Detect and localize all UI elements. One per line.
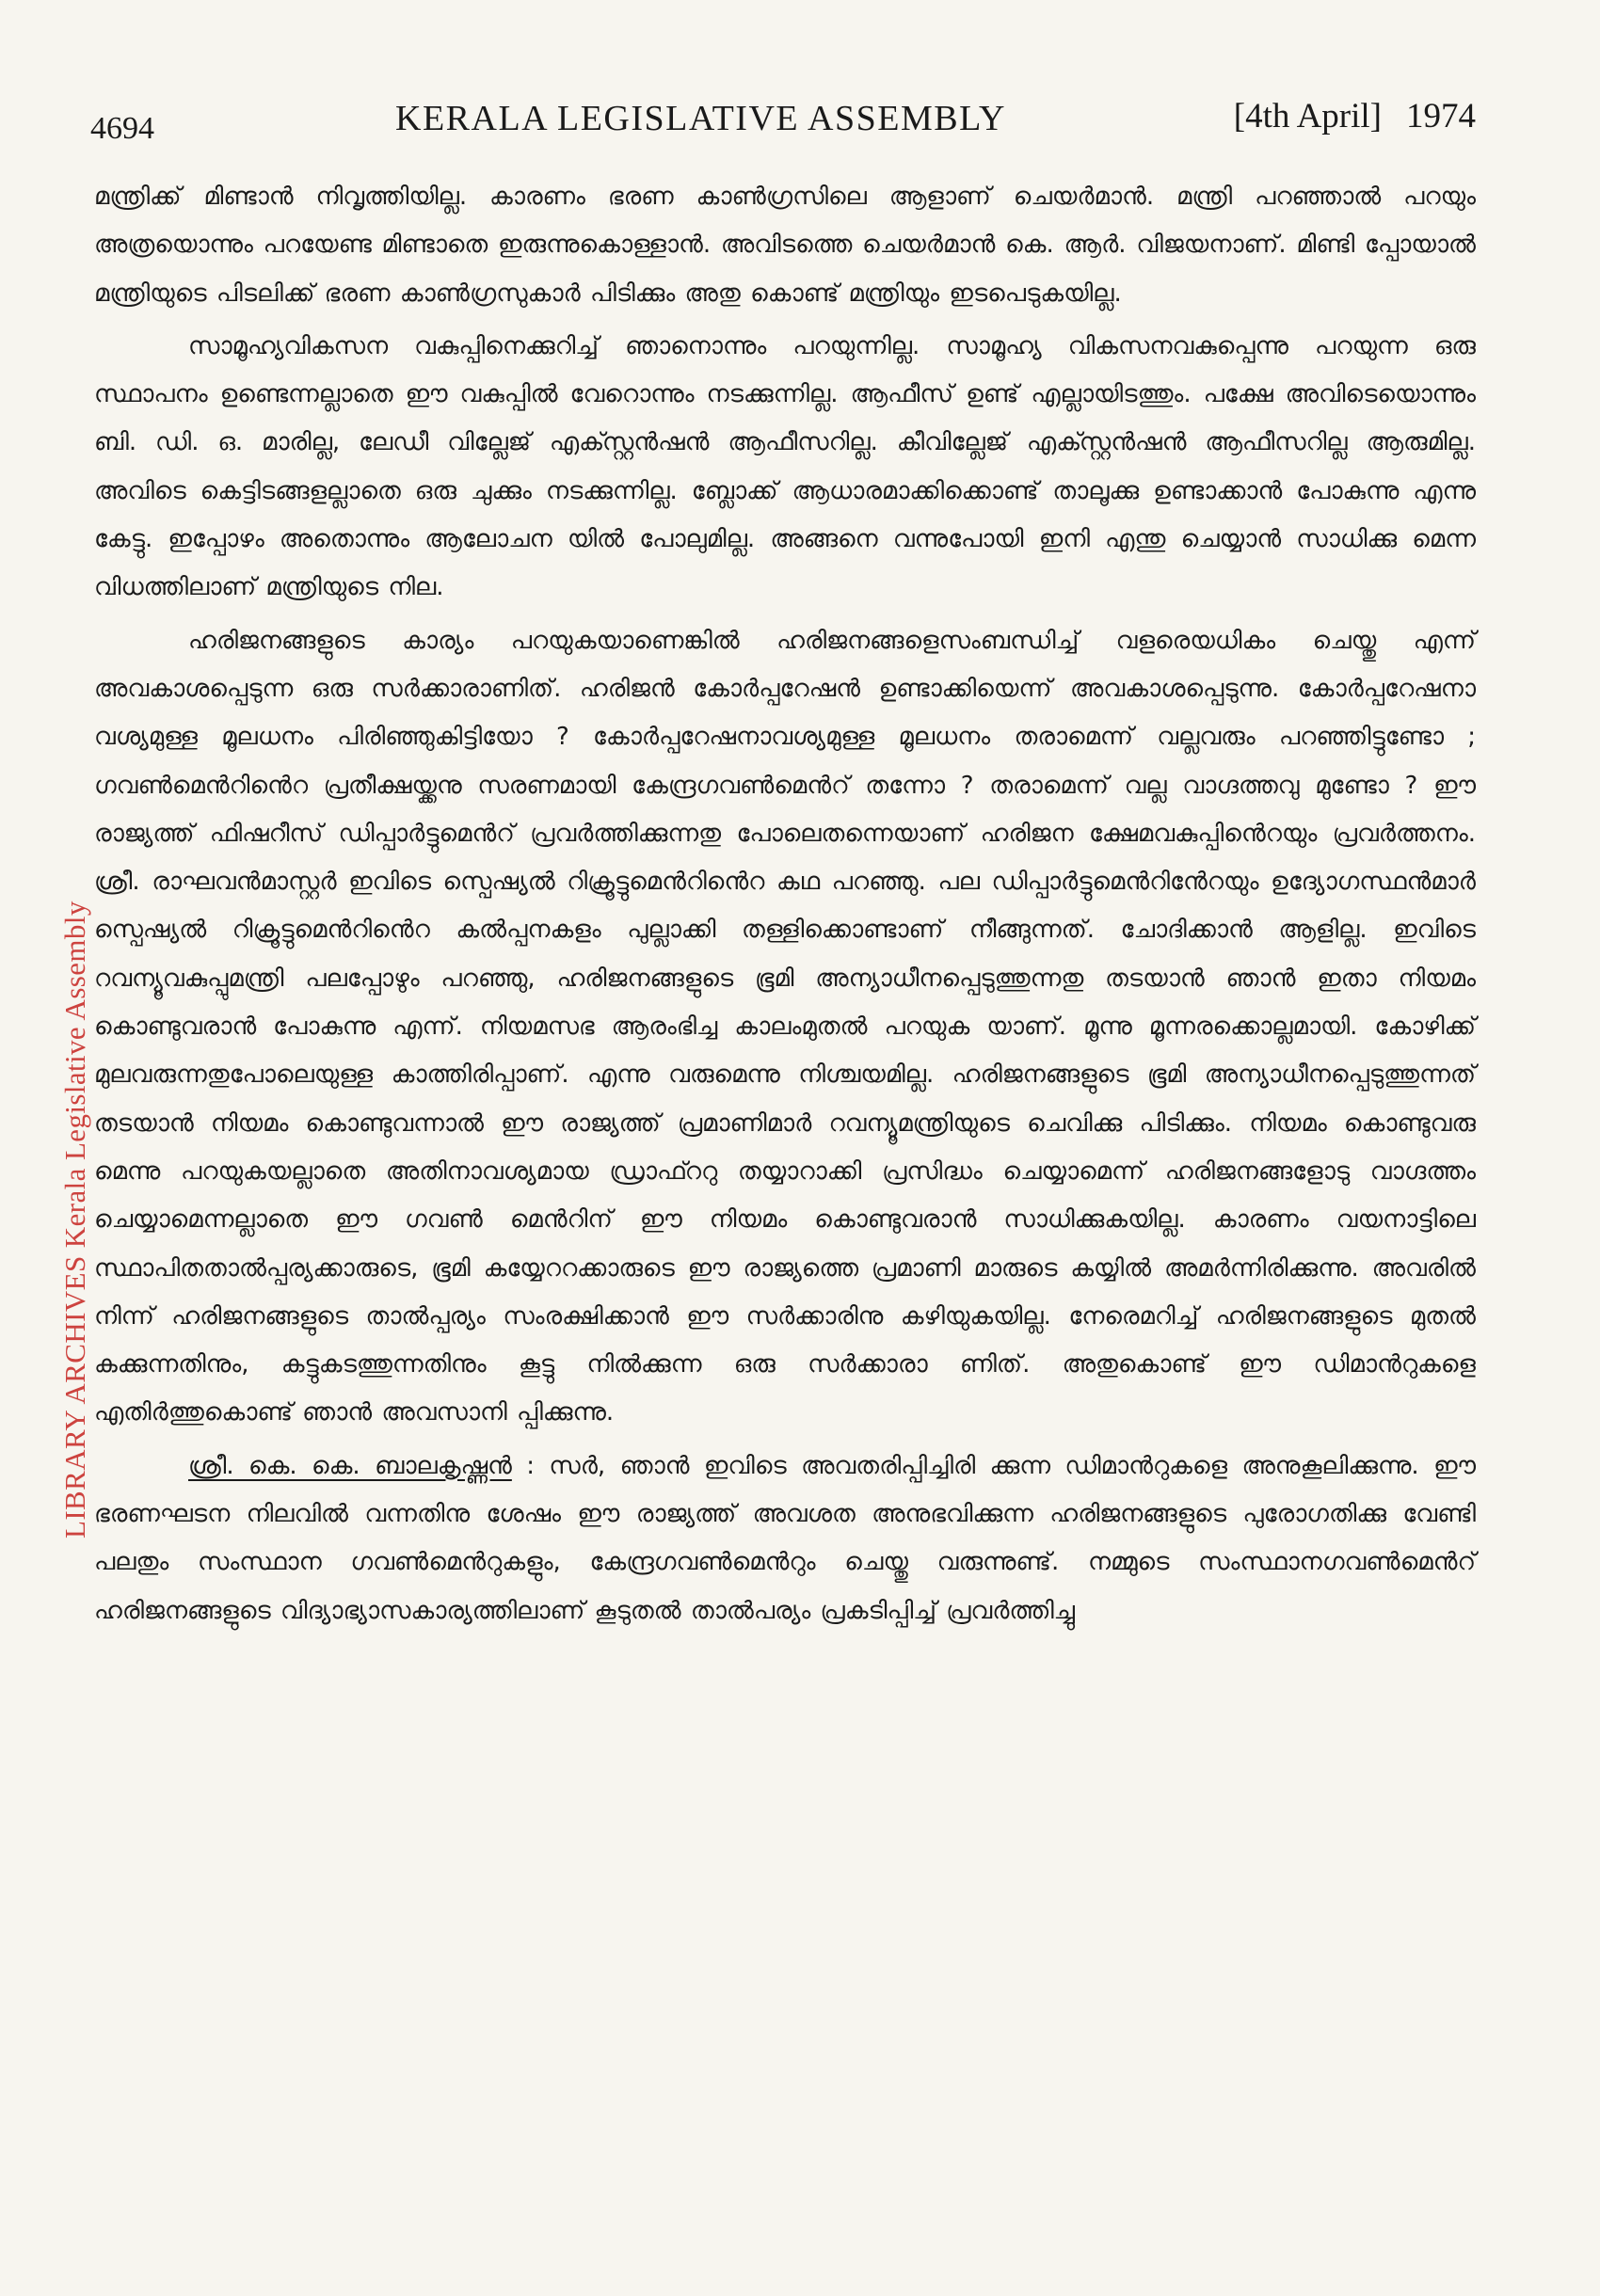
speaker-separator: :: [511, 1451, 550, 1480]
document-body: [94, 173, 1476, 1640]
speech-paragraph: [94, 1443, 1476, 1635]
journal-title: KERALA LEGISLATIVE ASSEMBLY: [395, 99, 1006, 138]
paragraph-2: സാമൂഹ്യവികസന വകുപ്പിനെക്കുറിച്ച് ഞാനൊന്നും പറയുന്നില്ല. സാമൂഹ്യ വികസനവകുപ്പെന്നു പറയുന്ന ഒരു സ്ഥാപനം ഉണ്ടെന്നല്ലാതെ ഈ വകുപ്പിൽ വേറൊന്നും നടക്കുന്നില്ല. ആഫീസ് ഉണ്ട് എല്ലായിടത്തും. പക്ഷേ അവിടെയൊന്നും ബി. ഡി. ഒ. മാരില്ല, ലേഡീ വില്ലേജ് എക്സ്റ്റൻഷൻ ആഫീസറില്ല. കീവില്ലേജ് എക്സ്റ്റൻഷൻ ആഫീസറില്ല ആരുമില്ല. അവിടെ കെട്ടിടങ്ങളല്ലാതെ ഒരു ചുക്കും നടക്കുന്നില്ല. ബ്ലോക്ക് ആധാരമാക്കിക്കൊണ്ട് താലൂക്കു ഉണ്ടാക്കാൻ പോകുന്നു എന്നു കേട്ടു. ഇപ്പോഴം അതൊന്നും ആലോചന യിൽ പോലുമില്ല. അങ്ങനെ വന്നുപോയി ഇനി എന്തു ചെയ്യാൻ സാധിക്കു മെന്ന വിധത്തിലാണ് മന്ത്രിയുടെ നില.: [94, 331, 1476, 602]
speaker-name: ശ്രീ. കെ. കെ. ബാലകൃഷ്ണൻ: [188, 1451, 512, 1480]
paragraph-1: മന്ത്രിക്ക് മിണ്ടാൻ നിവൃത്തിയില്ല. കാരണം ഭരണ കാൺഗ്രസിലെ ആളാണ് ചെയർമാൻ. മന്ത്രി പറഞ്ഞാൽ പറയും അത്രയൊന്നും പറയേണ്ട മിണ്ടാതെ ഇരുന്നുകൊള്ളാൻ. അവിടത്തെ ചെയർമാൻ കെ. ആർ. വിജയനാണ്. മിണ്ടി പ്പോയാൽ മന്ത്രിയുടെ പിടലിക്ക് ഭരണ കാൺഗ്രസുകാർ പിടിക്കും അതു കൊണ്ട് മന്ത്രിയും ഇടപെടുകയില്ല.: [94, 183, 1476, 308]
library-archives-stamp: LIBRARY ARCHIVES Kerala Legislative Assembly: [58, 901, 91, 1539]
header-date-year: 1974: [1406, 97, 1476, 136]
speech-text: സർ, ഞാൻ ഇവിടെ അവതരിപ്പിച്ചിരി ക്കുന്ന ഡിമാൻറുകളെ അനുകൂലിക്കുന്നു. ഈ ഭരണഘടന നിലവിൽ വന്നതിനു ശേഷം ഈ രാജ്യത്ത് അവശത അനുഭവിക്കുന്ന ഹരിജനങ്ങളുടെ പുരോഗതിക്കു വേണ്ടി പലതും സംസ്ഥാന ഗവൺമെൻറുകളും, കേന്ദ്രഗവൺമെൻറും ചെയ്തു വരുന്നുണ്ട്. നമ്മുടെ സംസ്ഥാനഗവൺമെൻറ് ഹരിജനങ്ങളുടെ വിദ്യാഭ്യാസകാര്യത്തിലാണ് കൂടുതൽ താൽപര്യം പ്രകടിപ്പിച്ച് പ്രവർത്തിച്ചു: [94, 1451, 1476, 1625]
page-header: [90, 90, 1476, 147]
header-date: [1234, 96, 1476, 136]
header-date-day: [4th April]: [1233, 97, 1382, 136]
page-number: 4694: [90, 111, 154, 146]
paragraph-3: ഹരിജനങ്ങളുടെ കാര്യം പറയുകയാണെങ്കിൽ ഹരിജനങ്ങളെസംബന്ധിച്ച് വളരെയധികം ചെയ്തു എന്ന് അവകാശപ്പെടുന്ന ഒരു സർക്കാരാണിത്. ഹരിജൻ കോർപ്പറേഷൻ ഉണ്ടാക്കിയെന്ന് അവകാശപ്പെടുന്നു. കോർപ്പറേഷനാ വശ്യമുള്ള മൂലധനം പിരിഞ്ഞുകിട്ടിയോ ? കോർപ്പറേഷനാവശ്യമുള്ള മൂലധനം തരാമെന്ന് വല്ലവരും പറഞ്ഞിട്ടുണ്ടോ ; ഗവൺമെൻറിൻെറ പ്രതീക്ഷയ്ക്കനു സരണമായി കേന്ദ്രഗവൺമെൻറ് തന്നോ ? തരാമെന്ന് വല്ല വാഗ്ദത്തവു മുണ്ടോ ? ഈ രാജ്യത്ത് ഫിഷറീസ് ഡിപ്പാർട്ടുമെൻറ് പ്രവർത്തിക്കുന്നതു പോലെതന്നെയാണ് ഹരിജന ക്ഷേമവകുപ്പിൻെറയും പ്രവർത്തനം. ശ്രീ. രാഘവൻമാസ്റ്റർ ഇവിടെ സ്പെഷ്യൽ റിക്രൂട്ടുമെൻറിൻെറ കഥ പറഞ്ഞു. പല ഡിപ്പാർട്ടുമെൻറിൻേറയും ഉദ്യോഗസ്ഥൻമാർ സ്പെഷ്യൽ റിക്രൂട്ടുമെൻറിൻെറ കൽപ്പനകളം പുല്ലാക്കി തള്ളിക്കൊണ്ടാണ് നീങ്ങുന്നത്. ചോദിക്കാൻ ആളില്ല. ഇവിടെ റവന്യൂവകുപ്പുമന്ത്രി പലപ്പോഴും പറഞ്ഞു, ഹരിജനങ്ങളുടെ ഭൂമി അന്യാധീനപ്പെടുത്തുന്നതു തടയാൻ ഞാൻ ഇതാ നിയമം കൊണ്ടുവരാൻ പോകുന്നു എന്ന്. നിയമസഭ ആരംഭിച്ച കാലംമുതൽ പറയുക യാണ്. മൂന്നു മൂന്നരക്കൊല്ലമായി. കോഴിക്ക് മുലവരുന്നതുപോലെയുള്ള കാത്തിരിപ്പാണ്. എന്നു വരുമെന്നു നിശ്ചയമില്ല. ഹരിജനങ്ങളുടെ ഭൂമി അന്യാധീനപ്പെടുത്തുന്നത് തടയാൻ നിയമം കൊണ്ടുവന്നാൽ ഈ രാജ്യത്ത് പ്രമാണിമാർ റവന്യൂമന്ത്രിയുടെ ചെവിക്കു പിടിക്കും. നിയമം കൊണ്ടുവരു മെന്നു പറയുകയല്ലാതെ അതിനാവശ്യമായ ഡ്രാഫ്ററു തയ്യാറാക്കി പ്രസിദ്ധം ചെയ്യാമെന്ന് ഹരിജനങ്ങളോടു വാഗ്ദത്തം ചെയ്യാമെന്നല്ലാതെ ഈ ഗവൺ മെൻറിന് ഈ നിയമം കൊണ്ടുവരാൻ സാധിക്കുകയില്ല. കാരണം വയനാട്ടിലെ സ്ഥാപിതതാൽപ്പര്യക്കാരുടെ, ഭൂമി കയ്യേററക്കാരുടെ ഈ രാജ്യത്തെ പ്രമാണി മാരുടെ കയ്യിൽ അമർന്നിരിക്കുന്നു. അവരിൽ നിന്ന് ഹരിജനങ്ങളുടെ താൽപ്പര്യം സംരക്ഷിക്കാൻ ഈ സർക്കാരിനു കഴിയുകയില്ല. നേരെമറിച്ച് ഹരിജനങ്ങളുടെ മുതൽ കക്കുന്നതിനും, കട്ടുകടത്തുന്നതിനും കൂട്ടു നിൽക്കുന്ന ഒരു സർക്കാരാ ണിത്. അതുകൊണ്ട് ഈ ഡിമാൻറുകളെ എതിർത്തുകൊണ്ട് ഞാൻ അവസാനി പ്പിക്കുന്നു.: [94, 626, 1476, 1427]
